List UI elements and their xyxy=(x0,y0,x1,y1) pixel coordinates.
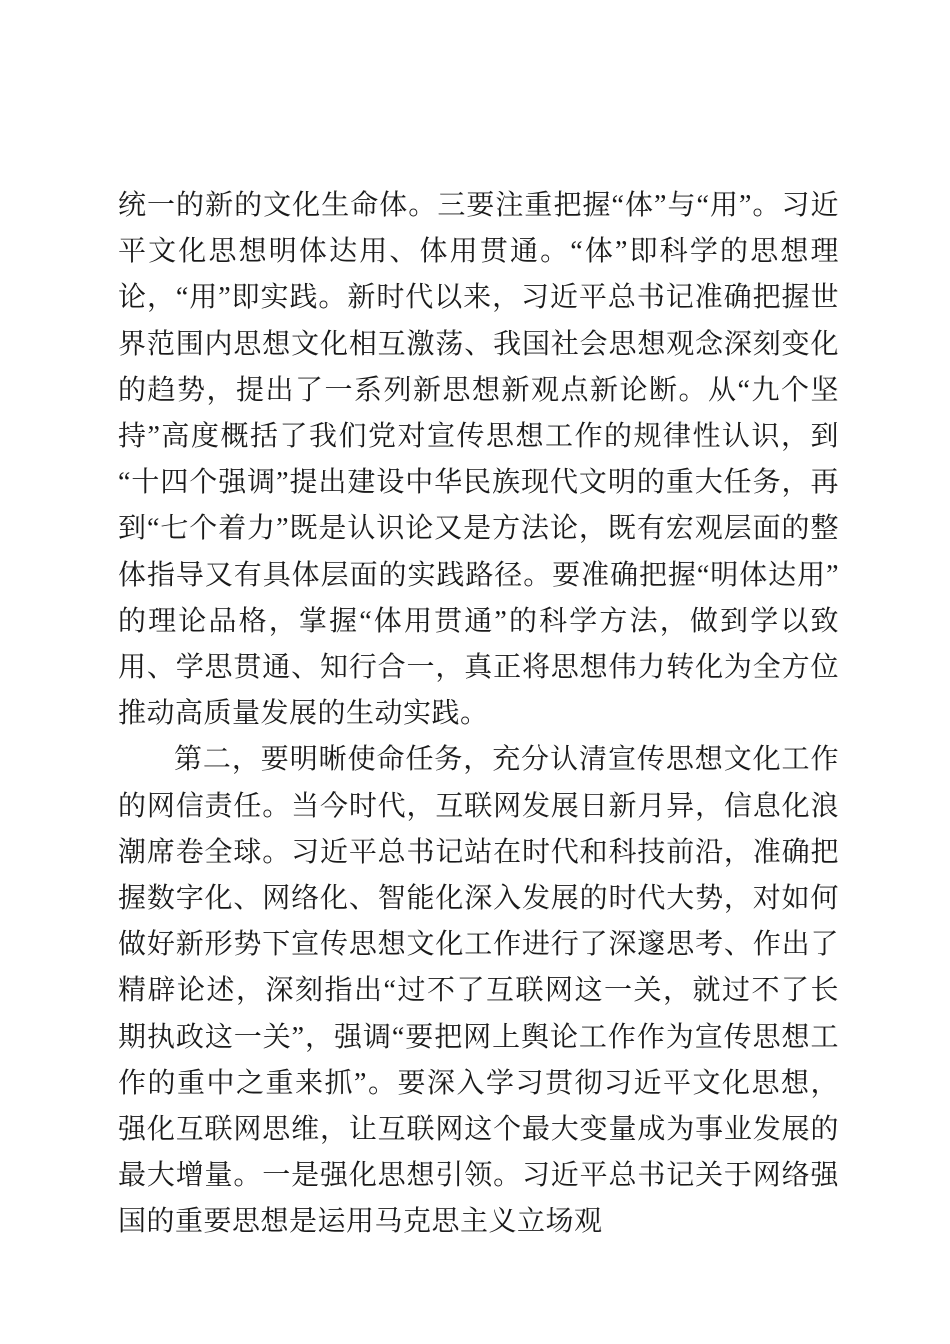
paragraph-section-second: 第二，要明晰使命任务，充分认清宣传思想文化工作的网信责任。当今时代，互联网发展日新月异，信息化浪潮席卷全球。习近平总书记站在时代和科技前沿，准确把握数字化、网络化、智能化深入发展的时代大势，对如何做好新形势下宣传思想文化工作进行了深邃思考、作出了精辟论述，深刻指出“过不了互联网这一关，就过不了长期执政这一关”，强调“要把网上舆论工作作为宣传思想工作的重中之重来抓”。要深入学习贯彻习近平文化思想，强化互联网思维，让互联网这个最大变量成为事业发展的最大增量。一是强化思想引领。习近平总书记关于网络强国的重要思想是运用马克思主义立场观 xyxy=(118,744,839,1238)
paragraph-body-continuation: 统一的新的文化生命体。三要注重把握“体”与“用”。习近平文化思想明体达用、体用贯通。“体”即科学的思想理论，“用”即实践。新时代以来，习近平总书记准确把握世界范围内思想文化相互激荡、我国社会思想观念深刻变化的趋势，提出了一系列新思想新观点新论断。从“九个坚持”高度概括了我们党对宣传思想工作的规律性认识，到“十四个强调”提出建设中华民族现代文明的重大任务，再到“七个着力”既是认识论又是方法论，既有宏观层面的整体指导又有具体层面的实践路径。要准确把握“明体达用”的理论品格，掌握“体用贯通”的科学方法，做到学以致用、学思贯通、知行合一，真正将思想伟力转化为全方位推动高质量发展的生动实践。 xyxy=(118,190,839,730)
